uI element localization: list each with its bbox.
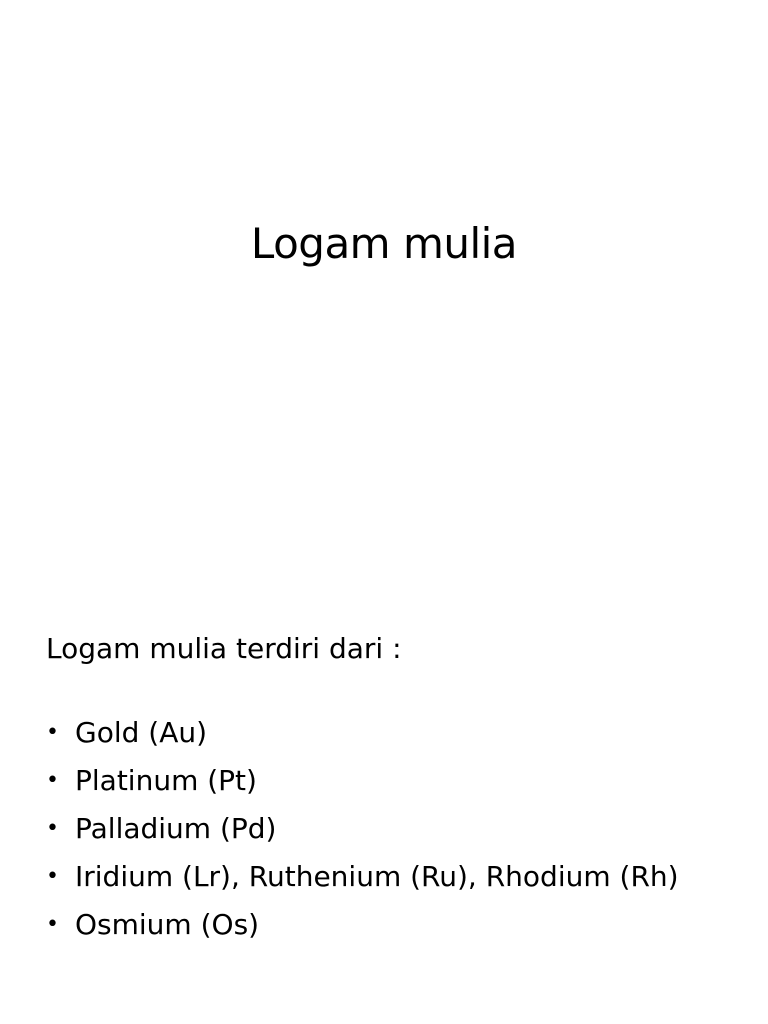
bullet-dot: • [46,816,59,841]
bullet-dot: • [46,864,59,889]
list-item [46,858,726,896]
list-item-text: Gold (Au) [75,716,208,749]
slide-title: Logam mulia [250,219,518,268]
list-item-text: Palladium (Pd) [75,812,277,845]
bullet-dot: • [46,720,59,745]
list-item-text: Iridium (Lr), Ruthenium (Ru), Rhodium (Rh) [75,860,679,893]
list-item [46,906,726,944]
intro-text: Logam mulia terdiri dari : [46,632,402,665]
list-item [46,714,726,752]
bullet-dot: • [46,912,59,937]
list-item-text: Platinum (Pt) [75,764,257,797]
list-item [46,810,726,848]
list-item [46,762,726,800]
bullet-list [46,714,726,954]
list-item-text: Osmium (Os) [75,908,260,941]
bullet-dot: • [46,768,59,793]
